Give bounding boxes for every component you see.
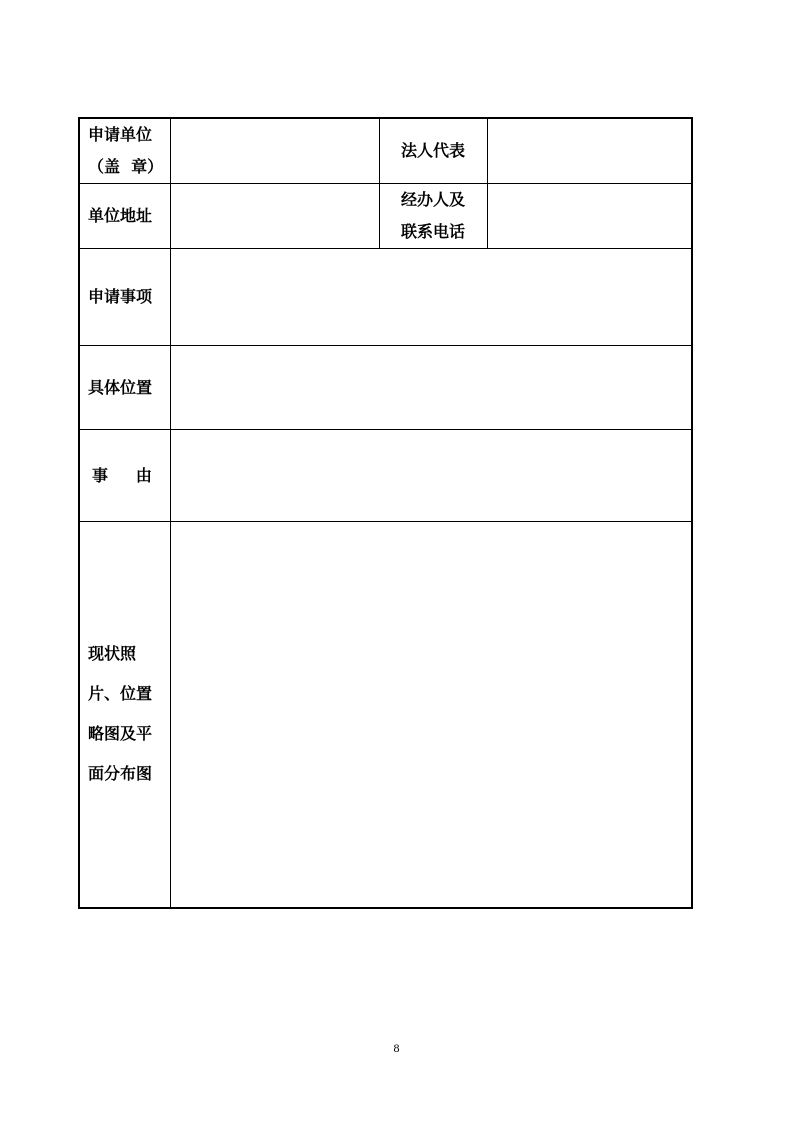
legal-rep-field[interactable] [487,118,692,184]
label-applicant-unit-line-1: 申请单位 [88,125,153,144]
row-application-matter [79,249,692,346]
label-handler-contact-line-2: 联系电话 [400,222,465,241]
label-reason: 事 由 [79,430,170,522]
label-applicant-unit [79,118,170,184]
label-photos-plan-line-4: 面分布图 [88,764,153,784]
application-matter-field[interactable] [170,249,692,346]
label-photos-plan [79,522,170,908]
row-reason [79,430,692,522]
reason-field[interactable] [170,430,692,522]
application-form-table [78,117,693,909]
label-applicant-unit-line-2: （盖 章） [88,157,164,176]
specific-location-field[interactable] [170,346,692,430]
row-specific-location [79,346,692,430]
label-photos-plan-line-1: 现状照 [88,644,137,664]
label-specific-location: 具体位置 [79,346,170,430]
page-number: 8 [393,1041,400,1055]
row-applicant-unit [79,118,692,184]
label-handler-contact-line-1: 经办人及 [400,190,465,209]
label-unit-address: 单位地址 [79,184,170,249]
row-unit-address [79,184,692,249]
unit-address-field[interactable] [170,184,379,249]
handler-contact-field[interactable] [487,184,692,249]
photos-plan-field[interactable] [170,522,692,908]
label-handler-contact [379,184,487,249]
label-photos-plan-line-3: 略图及平 [88,724,153,744]
row-photos-plan [79,522,692,908]
label-legal-rep: 法人代表 [379,118,487,184]
applicant-unit-field[interactable] [170,118,379,184]
label-application-matter: 申请事项 [79,249,170,346]
label-photos-plan-line-2: 片、位置 [88,684,153,704]
